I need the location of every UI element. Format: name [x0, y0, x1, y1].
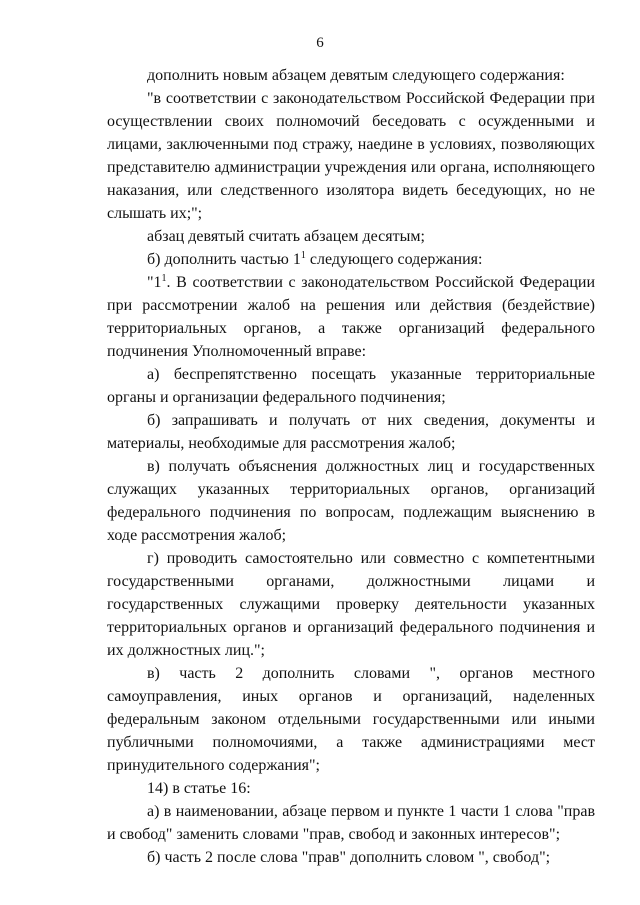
- paragraph: а) беспрепятственно посещать указанные территориальные органы и организации федерального подчинения;: [107, 366, 595, 406]
- paragraph-text: б) дополнить частью 1: [147, 251, 301, 268]
- superscript: 1: [300, 250, 306, 261]
- paragraph-text: "1: [147, 274, 162, 291]
- paragraph: а) в наименовании, абзаце первом и пункте 1 части 1 слова "прав и свобод" заменить словами "прав, свобод и законных интересов";: [107, 803, 595, 843]
- paragraph: [107, 271, 595, 363]
- paragraph: абзац девятый считать абзацем десятым;: [147, 228, 425, 245]
- paragraph: [107, 248, 595, 271]
- paragraph: г) проводить самостоятельно или совместно с компетентными государственными органами, должностными лицами и государственных служащими проверку деятельности указанных территориальных органов и организаций федерального подчинения и их должностных лиц.";: [107, 550, 595, 659]
- paragraph-text: . В соответствии с законодательством Российской Федерации при рассмотрении жалоб на решения или действия (бездействие) территориальных органов, а также организаций федерального подчинения Уполномоченный вправе:: [107, 274, 595, 360]
- paragraph: дополнить новым абзацем девятым следующего содержания:: [147, 67, 565, 84]
- paragraph: в) часть 2 дополнить словами ", органов местного самоуправления, иных органов и организаций, наделенных федеральным законом отдельными государственными или иными публичными полномочиями, а также администрациями мест принудительного содержания";: [107, 665, 595, 774]
- paragraph: в) получать объяснения должностных лиц и государственных служащих указанных территориальных органов, организаций федерального подчинения по вопросам, подлежащим выяснению в ходе рассмотрения жалоб;: [107, 458, 595, 544]
- superscript: 1: [161, 273, 167, 284]
- paragraph: "в соответствии с законодательством Российской Федерации при осуществлении своих полномочий беседовать с осужденными и лицами, заключенными под стражу, наедине в условиях, позволяющих представителю администрации учреждения или органа, исполняющего наказания, или следственного изолятора видеть беседующих, но не слышать их;";: [107, 90, 595, 222]
- paragraph: б) запрашивать и получать от них сведения, документы и материалы, необходимые для рассмотрения жалоб;: [107, 412, 595, 452]
- page-number: 6: [316, 35, 324, 51]
- document-body: [107, 64, 595, 869]
- paragraph-text: следующего содержания:: [305, 251, 483, 268]
- paragraph: б) часть 2 после слова "прав" дополнить словом ", свобод";: [147, 849, 551, 866]
- paragraph: 14) в статье 16:: [147, 780, 251, 797]
